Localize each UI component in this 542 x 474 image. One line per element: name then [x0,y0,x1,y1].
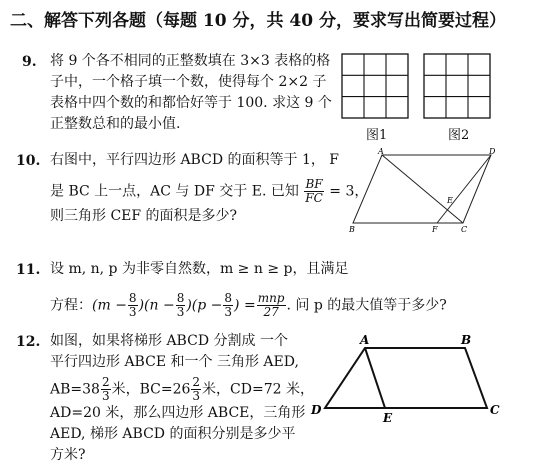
q11-eq-rhs-num: mnp [257,291,285,305]
q9-line-4: 正整数总和的最小值. [50,116,181,132]
q11-eq-fraction-2 [176,292,186,319]
q12-ab-fraction-num: 2 [101,375,110,389]
q11-eq-rhs-den: 27 [263,305,279,319]
q11-eq-fraction-1-den: 3 [128,305,137,319]
q9-line-2: 子中，一个格子填一个数，使得每个 2×2 子 [50,74,327,90]
q11-eq-fraction-3-num: 8 [224,291,233,305]
q11-eq-suffix: . 问 p 的最大值等于多少? [286,297,447,314]
q10-line-3: 则三角形 CEF 的面积是多少? [50,208,238,224]
q12-line-4: AD=20 米，那么四边形 ABCE，三角形 [50,405,306,421]
q9-figure-2-caption: 图2 [448,128,470,143]
q12-line-3 [50,376,314,403]
q9-line-3: 表格中四个数的和都恰好等于 100. 求这 9 个 [50,95,332,111]
q12-number: 12. [16,334,41,350]
q12-line-1: 如图，如果将梯形 ABCD 分割成 一个 [50,333,288,349]
q11-eq-fraction-2-den: 3 [176,305,185,319]
q10-line-2 [50,178,368,205]
q11-eq-part-4: ) = [234,297,256,314]
q12-ab-fraction-den: 3 [101,389,110,403]
q10-line-2-text-b: = 3， [329,183,369,200]
q11-eq-fraction-3-den: 3 [224,305,233,319]
q12-bc-fraction [191,376,201,403]
q12-bc-fraction-num: 2 [192,375,201,389]
q9-grid-figure-1 [340,52,412,122]
q10-ratio-numerator: BF [305,177,323,191]
q10-label-c: C [461,225,468,234]
q12-ab-text: AB=38 [50,381,100,398]
q10-line-1: 右图中，平行四边形 ABCD 的面积等于 1， F [50,152,340,168]
q12-label-b: B [461,333,472,347]
q10-label-a: A [378,147,384,156]
q9-line-1: 将 9 个各不相同的正整数填在 3×3 表格的格 [50,53,331,69]
q10-parallelogram-figure [345,145,495,235]
q11-eq-fraction-2-num: 8 [176,291,185,305]
q12-line-6: 方米? [50,447,86,463]
section-title: 二、解答下列各题（每题 10 分，共 40 分，要求写出简要过程） [10,11,506,31]
q12-label-c: C [490,403,500,417]
q11-eq-fraction-1 [128,292,138,319]
q11-eq-rhs-fraction [257,292,286,319]
q12-ab-fraction [101,376,111,403]
q11-eq-part-3: )(p − [186,297,223,314]
q11-number: 11. [16,262,41,278]
q12-bc-fraction-den: 3 [192,389,201,403]
q12-line-5: AED, 梯形 ABCD 的面积分别是多少平 [50,426,296,442]
q10-line-2-text-a: 是 BC 上一点，AC 与 DF 交于 E. 已知 [50,183,299,200]
q12-bc-text: 米，BC=26 [111,381,191,398]
q11-eq-fraction-1-num: 8 [128,291,137,305]
q12-trapezoid-figure [305,330,505,425]
q10-label-b: B [349,225,355,234]
q10-label-d: D [489,147,495,156]
q10-label-e: E [447,196,453,205]
q11-eq-part-2: )(n − [138,297,175,314]
q12-label-a: A [360,333,370,347]
q12-cd-text: 米，CD=72 米， [202,381,314,398]
q9-figure-1-caption: 图1 [366,128,388,143]
q11-line-1: 设 m, n, p 为非零自然数，m ≥ n ≥ p，且满足 [50,261,349,277]
q10-ratio-denominator: FC [305,191,323,205]
q10-label-f: F [432,225,438,234]
q9-number: 9. [22,54,37,70]
q12-line-2: 平行四边形 ABCE 和一个 三角形 AED, [50,354,299,370]
q11-eq-part-1: (m − [92,297,127,314]
q9-grid-figure-2 [422,52,494,122]
q10-number: 10. [16,153,41,169]
q10-ratio-fraction [304,178,324,205]
q11-equation [50,292,447,319]
q12-label-e: E [383,411,393,425]
q12-label-d: D [311,403,322,417]
q11-eq-fraction-3 [223,292,233,319]
q11-eq-prefix: 方程： [50,297,92,314]
